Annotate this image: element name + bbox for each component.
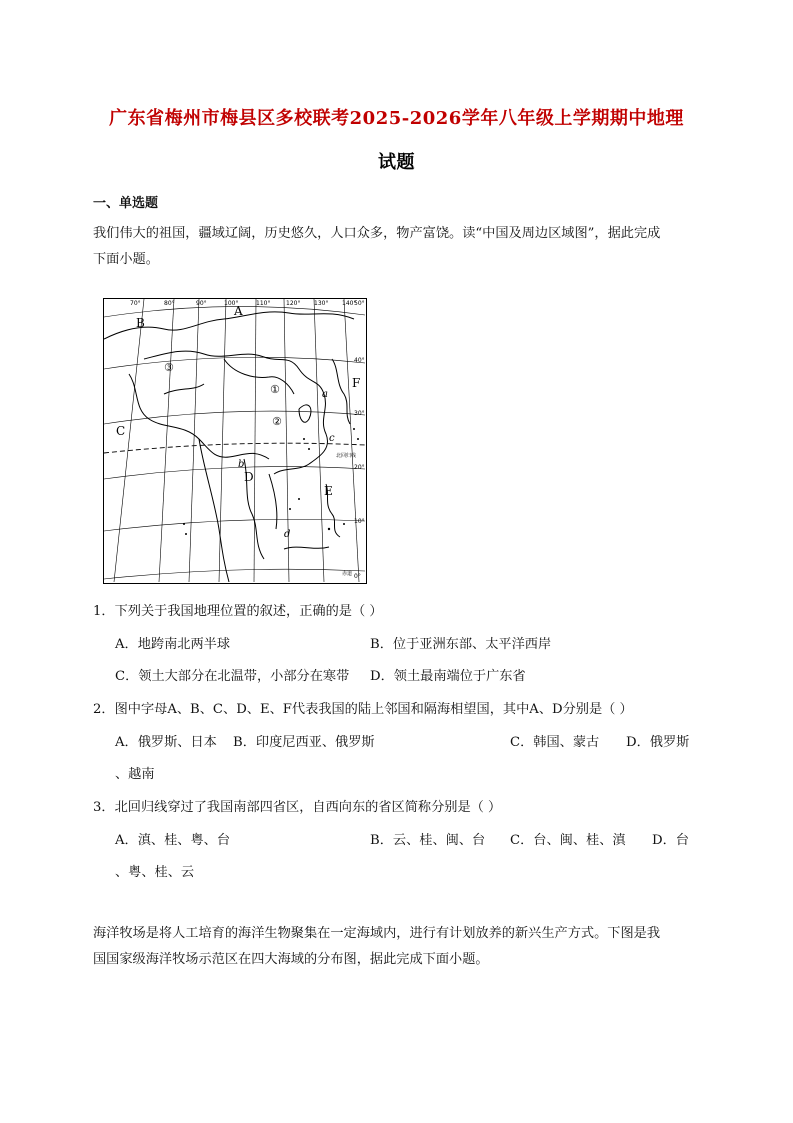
- question-3-option-d-continued: 、粤、桂、云: [115, 865, 195, 880]
- intro-paragraph-1-line1: 我们伟大的祖国，疆域辽阔，历史悠久，人口众多，物产富饶。读“中国及周边区域图”，据此完成: [93, 226, 661, 241]
- question-3-option-c: C．台、闽、桂、滇: [510, 833, 626, 848]
- document-title-line2: 试题: [378, 152, 415, 173]
- question-3-option-b: B．云、桂、闽、台: [370, 833, 486, 848]
- question-1-stem: 1．下列关于我国地理位置的叙述，正确的是（ ）: [93, 604, 383, 619]
- lat-label-30: 30°: [354, 410, 365, 417]
- map-letter-d: d: [284, 529, 291, 540]
- map-letter-E: E: [324, 484, 333, 498]
- lon-label-80: 80°: [164, 300, 175, 307]
- intro-paragraph-2: [93, 921, 705, 973]
- map-longitude-labels: [130, 300, 356, 307]
- section-heading-single-choice: 一、单选题: [93, 196, 159, 211]
- lat-label-20: 20°: [354, 464, 365, 471]
- map-latitude-labels: [354, 300, 365, 580]
- question-3-stem: 3．北回归线穿过了我国南部四省区，自西向东的省区简称分别是（ ）: [93, 800, 502, 815]
- lon-label-100: 100°: [224, 300, 239, 307]
- map-letter-A: A: [234, 304, 243, 318]
- lon-label-130: 130°: [314, 300, 329, 307]
- map-small-letters: [238, 389, 335, 540]
- question-3-option-d: D．台: [652, 833, 689, 848]
- lon-label-90: 90°: [196, 300, 207, 307]
- question-2-option-c: C．韩国、蒙古: [510, 735, 600, 750]
- china-region-map: [103, 298, 367, 584]
- map-coastlines: [104, 312, 357, 582]
- question-2-option-d-continued: 、越南: [115, 767, 155, 782]
- question-1-option-b: B．位于亚洲东部、太平洋西岸: [370, 637, 552, 652]
- intro-paragraph-1-line2: 下面小题。: [93, 252, 159, 267]
- lon-label-70: 70°: [130, 300, 141, 307]
- map-letter-D: D: [244, 470, 254, 484]
- question-1-option-a: A．地跨南北两半球: [115, 637, 231, 652]
- map-drawing: [104, 299, 365, 582]
- question-2-option-a: A．俄罗斯、日本: [115, 735, 217, 750]
- lat-label-0: 0°: [354, 573, 361, 580]
- lon-label-110: 110°: [256, 300, 271, 307]
- question-1-option-d: D．领土最南端位于广东省: [370, 669, 526, 684]
- question-1-option-c: C．领土大部分在北温带，小部分在寒带: [115, 669, 350, 684]
- map-number-2: ②: [272, 415, 282, 428]
- map-letter-B: B: [136, 316, 145, 330]
- map-letter-C: C: [116, 424, 126, 438]
- intro-paragraph-2-line2: 国国家级海洋牧场示范区在四大海域的分布图，据此完成下面小题。: [93, 952, 489, 967]
- intro-paragraph-1: [93, 221, 705, 273]
- map-number-1: ①: [270, 383, 280, 396]
- question-2-option-b: B．印度尼西亚、俄罗斯: [233, 735, 375, 750]
- map-letter-F: F: [352, 376, 361, 390]
- intro-paragraph-2-line1: 海洋牧场是将人工培育的海洋生物聚集在一定海域内，进行有计划放养的新兴生产方式。下图是我: [93, 926, 661, 941]
- question-3-option-a: A．滇、桂、粤、台: [115, 833, 231, 848]
- question-2-option-d: D．俄罗斯: [626, 735, 690, 750]
- lat-label-50: 50°: [354, 300, 365, 307]
- tropic-of-cancer-label: 北回归线: [336, 453, 357, 459]
- map-letter-a: a: [322, 389, 328, 400]
- document-title-line1: 广东省梅州市梅县区多校联考2025-2026学年八年级上学期期中地理: [109, 108, 684, 129]
- lon-label-140: 140°: [342, 300, 357, 307]
- map-number-3: ③: [164, 361, 174, 374]
- lon-label-120: 120°: [286, 300, 301, 307]
- equator-label: 赤道: [342, 571, 353, 577]
- map-graticule: [104, 299, 365, 582]
- lat-label-40: 40°: [354, 357, 365, 364]
- question-2-stem: 2．图中字母A、B、C、D、E、F代表我国的陆上邻国和隔海相望国，其中A、D分别是（ ）: [93, 702, 633, 717]
- map-letter-b: b: [238, 459, 245, 470]
- map-letter-c: c: [329, 433, 335, 444]
- lat-label-10: 10°: [354, 518, 365, 525]
